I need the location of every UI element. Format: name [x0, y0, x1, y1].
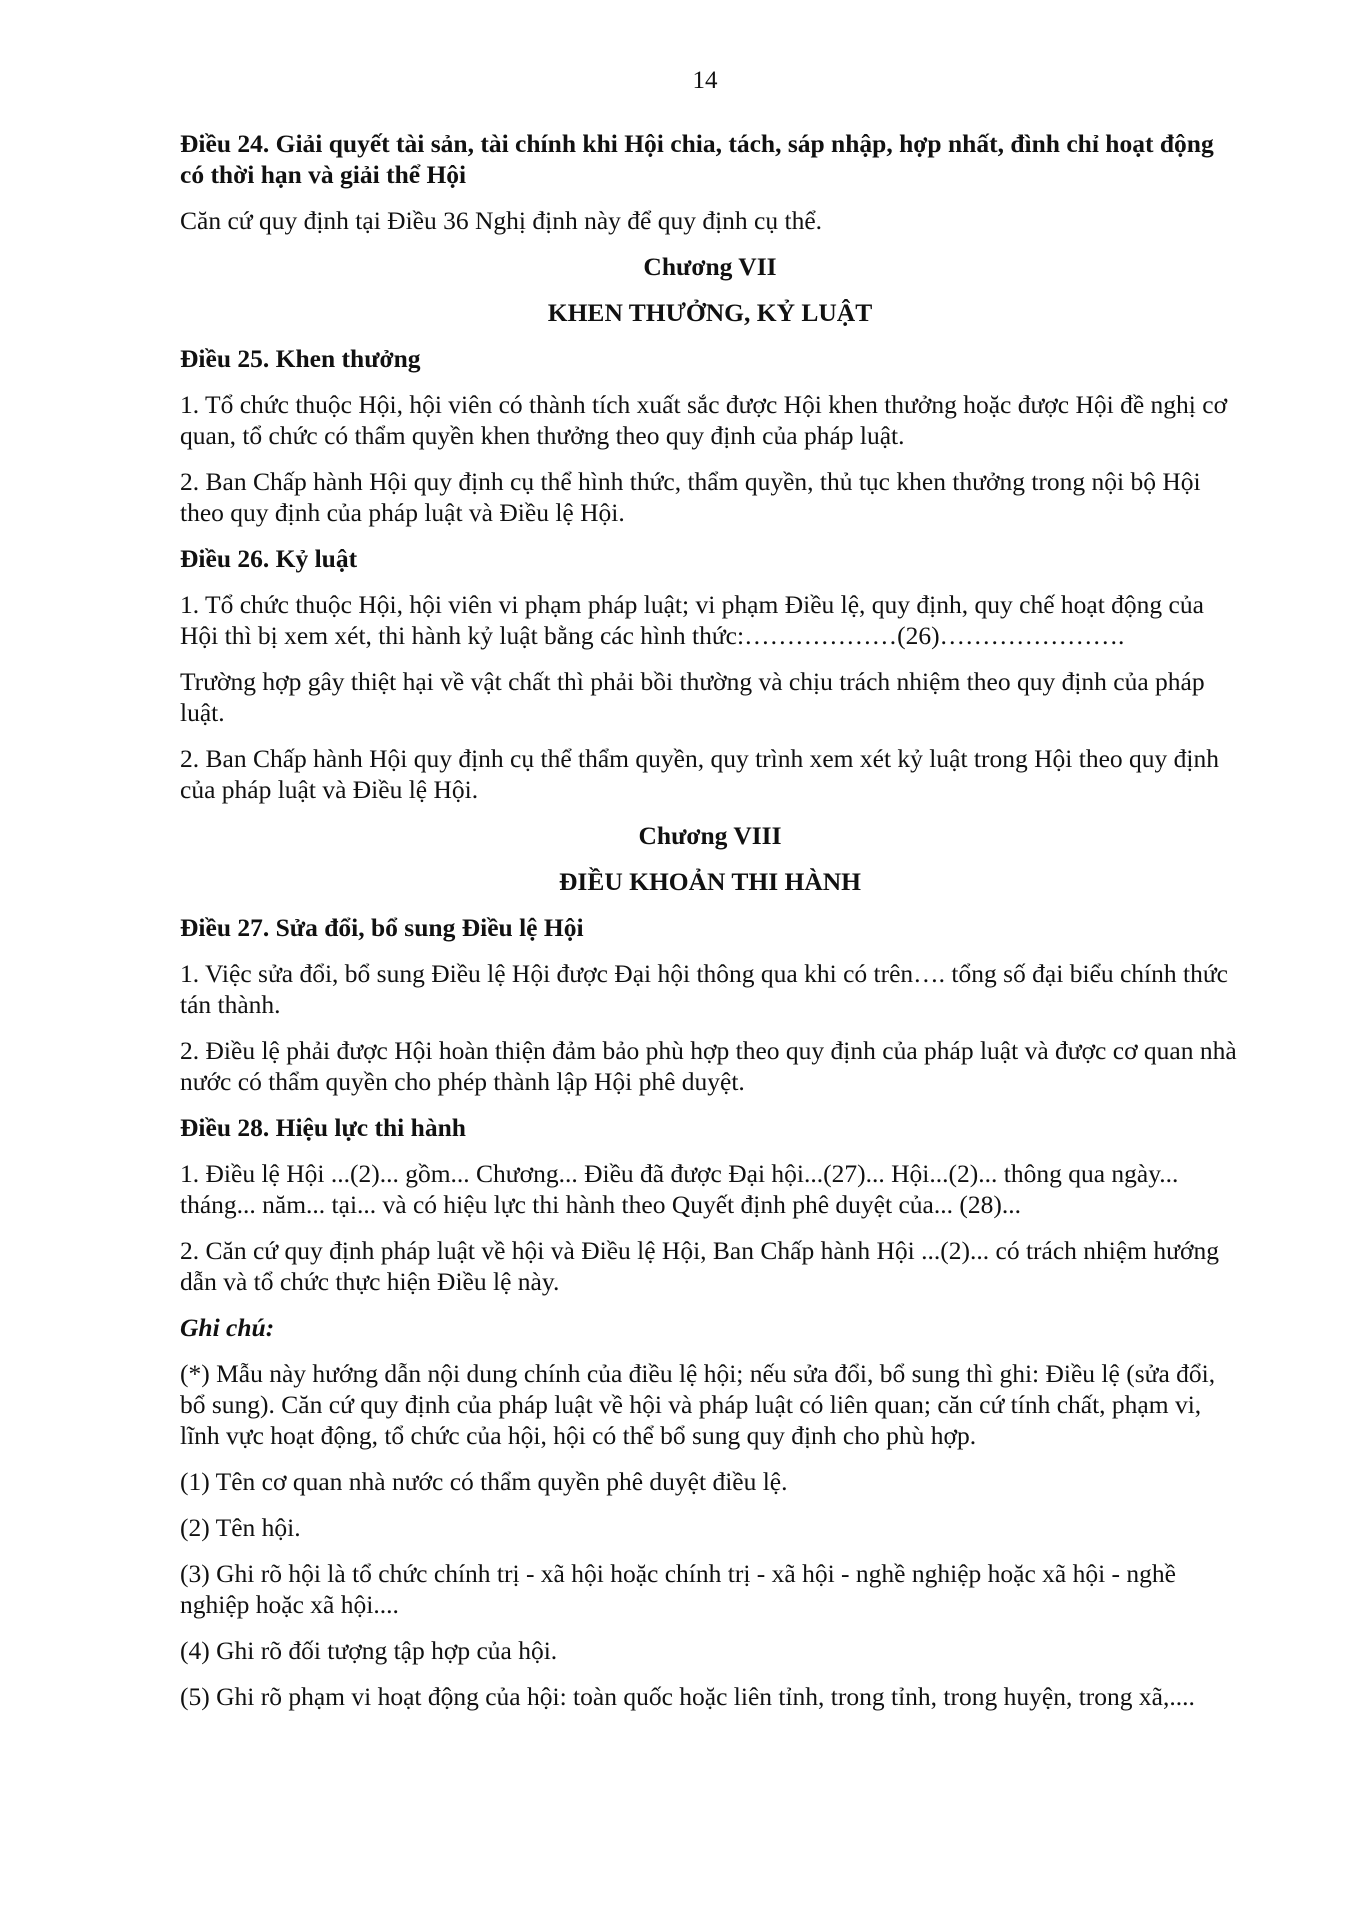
- article-27-clause-2: 2. Điều lệ phải được Hội hoàn thiện đảm bảo phù hợp theo quy định của pháp luật và được cơ quan nhà nước có thẩm quyền cho phép thành lập Hội phê duyệt.: [180, 1036, 1237, 1096]
- article-27-clause-1: 1. Việc sửa đổi, bổ sung Điều lệ Hội được Đại hội thông qua khi có trên…. tổng số đại biểu chính thức tán thành.: [180, 959, 1228, 1019]
- article-28-clause-2: 2. Căn cứ quy định pháp luật về hội và Điều lệ Hội, Ban Chấp hành Hội ...(2)... có trách nhiệm hướng dẫn và tổ chức thực hiện Điều lệ này.: [180, 1236, 1219, 1296]
- article-24-text: Căn cứ quy định tại Điều 36 Nghị định này để quy định cụ thể.: [180, 206, 823, 235]
- document-body: [180, 128, 1240, 1727]
- article-24-heading: Điều 24. Giải quyết tài sản, tài chính khi Hội chia, tách, sáp nhập, hợp nhất, đình chỉ hoạt động có thời hạn và giải thể Hội: [180, 129, 1214, 189]
- article-26-damage-text: Trường hợp gây thiệt hại về vật chất thì phải bồi thường và chịu trách nhiệm theo quy định của pháp luật.: [180, 667, 1205, 727]
- note-5: (5) Ghi rõ phạm vi hoạt động của hội: toàn quốc hoặc liên tỉnh, trong tỉnh, trong huyện, trong xã,....: [180, 1682, 1195, 1711]
- chapter-7-number: Chương VII: [643, 252, 777, 281]
- note-4: (4) Ghi rõ đối tượng tập hợp của hội.: [180, 1636, 558, 1665]
- article-25-clause-1: 1. Tổ chức thuộc Hội, hội viên có thành tích xuất sắc được Hội khen thưởng hoặc được Hội đề nghị cơ quan, tổ chức có thẩm quyền khen thưởng theo quy định của pháp luật.: [180, 390, 1228, 450]
- article-28-heading: Điều 28. Hiệu lực thi hành: [180, 1113, 466, 1142]
- chapter-8-title: ĐIỀU KHOẢN THI HÀNH: [558, 867, 862, 896]
- article-26-clause-1: 1. Tổ chức thuộc Hội, hội viên vi phạm pháp luật; vi phạm Điều lệ, quy định, quy chế hoạt động của Hội thì bị xem xét, thi hành kỷ luật bằng các hình thức:………………(26)………………….: [180, 590, 1204, 650]
- article-28-clause-1: 1. Điều lệ Hội ...(2)... gồm... Chương... Điều đã được Đại hội...(27)... Hội...(2)... thông qua ngày... tháng... năm... tại... và có hiệu lực thi hành theo Quyết định phê duyệt của... (28)...: [180, 1159, 1179, 1219]
- article-25-heading: Điều 25. Khen thưởng: [180, 344, 421, 373]
- notes-label: Ghi chú:: [180, 1313, 275, 1342]
- article-25-clause-2: 2. Ban Chấp hành Hội quy định cụ thể hình thức, thẩm quyền, thủ tục khen thưởng trong nội bộ Hội theo quy định của pháp luật và Điều lệ Hội.: [180, 467, 1201, 527]
- article-27-heading: Điều 27. Sửa đổi, bổ sung Điều lệ Hội: [180, 913, 584, 942]
- page-number: 14: [692, 67, 718, 94]
- article-26-heading: Điều 26. Kỷ luật: [180, 544, 358, 573]
- chapter-7-title: KHEN THƯỞNG, KỶ LUẬT: [547, 298, 873, 327]
- note-1: (1) Tên cơ quan nhà nước có thẩm quyền phê duyệt điều lệ.: [180, 1467, 788, 1496]
- article-26-clause-2: 2. Ban Chấp hành Hội quy định cụ thể thẩm quyền, quy trình xem xét kỷ luật trong Hội theo quy định của pháp luật và Điều lệ Hội.: [180, 744, 1219, 804]
- note-2: (2) Tên hội.: [180, 1513, 301, 1542]
- note-star: (*) Mẫu này hướng dẫn nội dung chính của điều lệ hội; nếu sửa đổi, bổ sung thì ghi: Điều lệ (sửa đổi, bổ sung). Căn cứ quy định của pháp luật về hội và pháp luật có liên quan; căn cứ tính chất, phạm vi, lĩnh vực hoạt động, tổ chức của hội, hội có thể bổ sung quy định cho phù hợp.: [180, 1359, 1216, 1450]
- note-3: (3) Ghi rõ hội là tổ chức chính trị - xã hội hoặc chính trị - xã hội - nghề nghiệp hoặc xã hội - nghề nghiệp hoặc xã hội....: [180, 1559, 1176, 1619]
- chapter-8-number: Chương VIII: [638, 821, 782, 850]
